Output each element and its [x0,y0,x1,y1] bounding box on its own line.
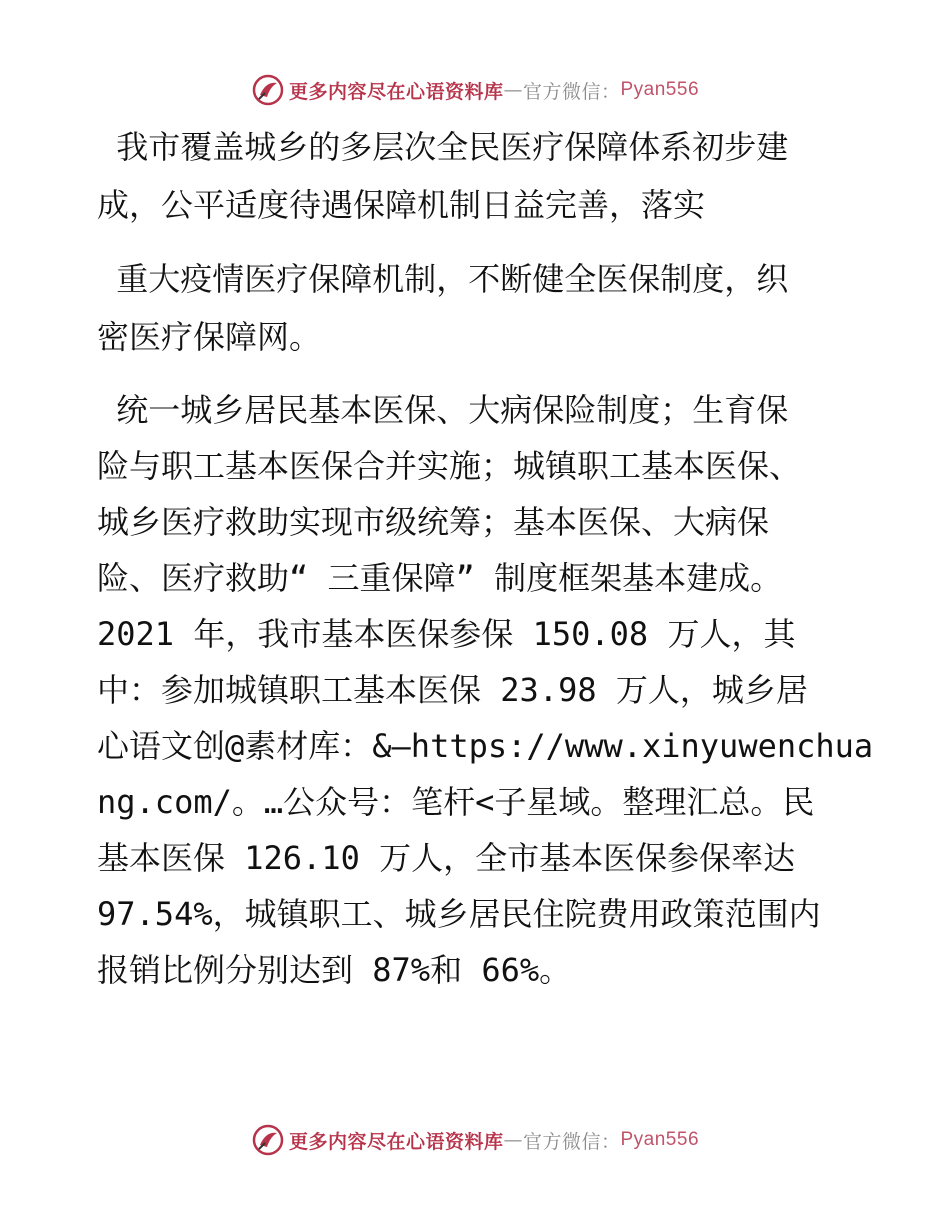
logo-icon [251,73,285,107]
paragraph-2 [97,250,857,366]
text-line: 重大疫情医疗保障机制，不断健全医保制度，织 [97,260,789,298]
text-line: ng.com/。…公众号：笔杆<子星域。整理汇总。民 [97,783,815,821]
text-line: 心语文创@素材库：&—https://www.xinyuwenchua [97,727,874,765]
text-line: 基本医保 126.10 万人，全市基本医保参保率达 [97,839,796,877]
text-line: 险、医疗救助“ 三重保障” 制度框架基本建成。 [97,559,783,597]
text-line: 险与职工基本医保合并实施；城镇职工基本医保、 [97,447,802,485]
text-line: 中：参加城镇职工基本医保 23.98 万人，城乡居 [97,671,808,709]
document-body [97,118,874,998]
text-line: 成，公平适度待遇保障机制日益完善，落实 [97,186,706,224]
text-line: 2021 年，我市基本医保参保 150.08 万人，其 [97,615,796,653]
banner-wechat-id: Pyan556 [620,1129,700,1150]
text-line: 报销比例分别达到 87%和 66%。 [97,951,572,989]
banner-sub-text: 官方微信： [522,1130,621,1153]
text-line: 我市覆盖城乡的多层次全民医疗保障体系初步建 [97,128,789,166]
paragraph-1 [97,118,857,234]
text-line: 密医疗保障网。 [97,318,322,356]
banner-main-text: 更多内容尽在心语资料库 [288,80,504,103]
banner-sub-text: 官方微信： [522,80,621,103]
paragraph-3 [97,382,874,998]
footer-banner [0,1120,950,1160]
logo-icon [251,1123,285,1157]
banner-dash: — [503,79,523,101]
banner-wechat-id: Pyan556 [620,79,700,100]
text-line: 97.54%，城镇职工、城乡居民住院费用政策范围内 [97,895,821,933]
text-line: 统一城乡居民基本医保、大病保险制度；生育保 [97,391,789,429]
banner-main-text: 更多内容尽在心语资料库 [288,1130,504,1153]
header-banner [0,70,950,110]
text-line: 城乡医疗救助实现市级统筹；基本医保、大病保 [97,503,770,541]
banner-dash: — [503,1129,523,1151]
